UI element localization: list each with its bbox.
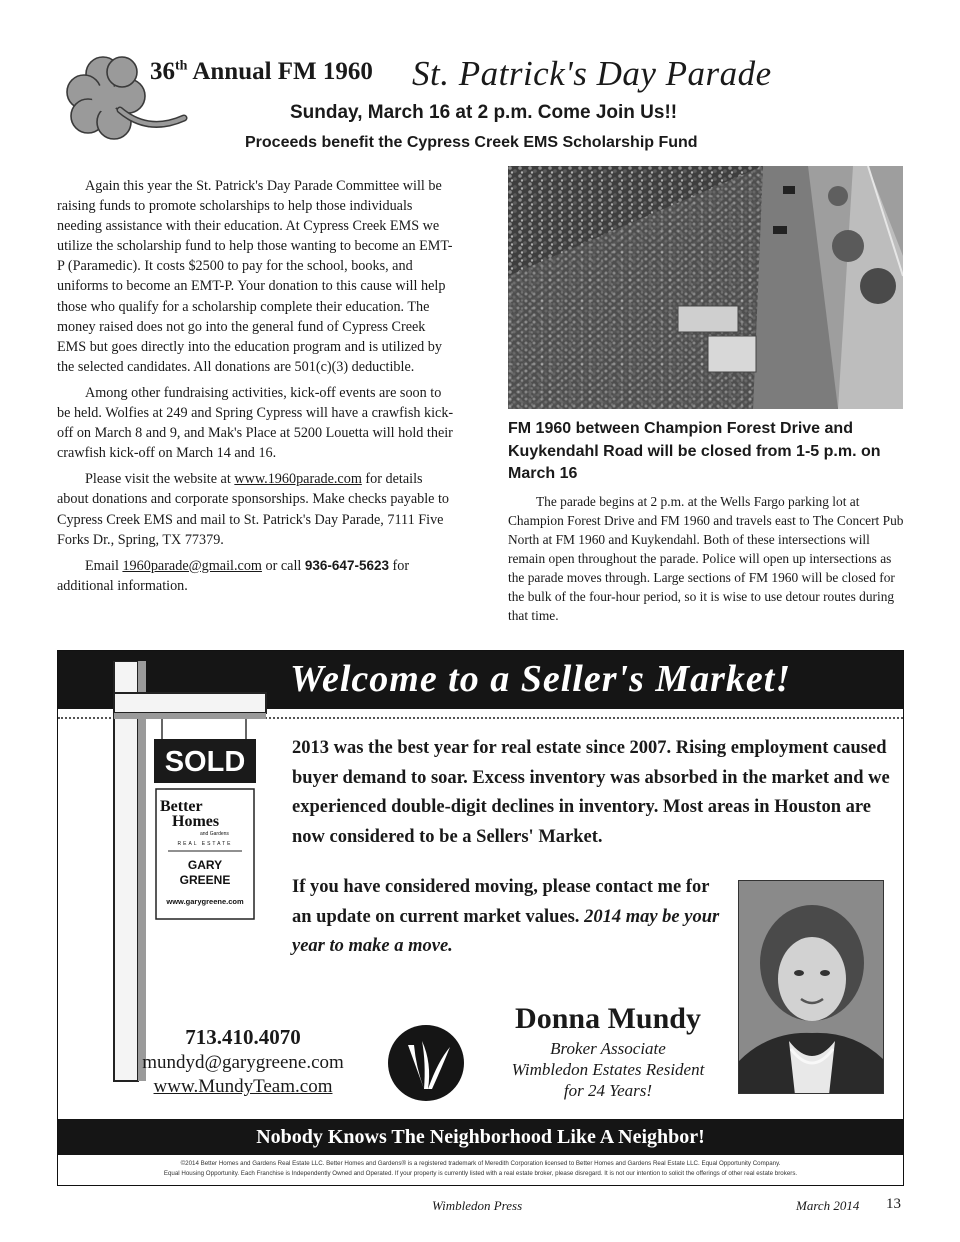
issue-date: March 2014 bbox=[796, 1198, 860, 1213]
agent-title: Broker Associate Wimbledon Estates Resident for 24 Years! bbox=[511, 1039, 705, 1100]
page-number: 13 bbox=[886, 1196, 901, 1212]
paragraph: Email 1960parade@gmail.com or call 936-647-5623 for additional information. bbox=[57, 557, 410, 594]
ad-tagline: Nobody Knows The Neighborhood Like A Neighbor! bbox=[256, 1126, 705, 1148]
parade-route-text: The parade begins at 2 p.m. at the Wells Fargo parking lot at Champion Forest Drive and FM 1960 and travels east to The Concert Pub North at FM 1960 and Kuykendahl. Both of these intersections will remain open throughout the parade. Police will open up intersections as the parade moves through. Large sections of FM 1960 will be closed for the bulk of the four-hour period, so it is wise to use detour routes during that time. bbox=[508, 494, 904, 623]
article-left-column bbox=[57, 176, 455, 602]
ad-headline: Welcome to a Seller's Market! bbox=[290, 658, 792, 700]
proceeds-line: Proceeds benefit the Cypress Creek EMS Scholarship Fund bbox=[245, 134, 698, 151]
contact-phone: 936-647-5623 bbox=[304, 557, 389, 573]
agent-phone: 713.410.4070 bbox=[185, 1025, 301, 1049]
svg-text:www.garygreene.com: www.garygreene.com bbox=[166, 897, 244, 906]
agent-website-link[interactable]: www.MundyTeam.com bbox=[153, 1076, 333, 1097]
agent-portrait bbox=[738, 880, 884, 1094]
sold-label: SOLD bbox=[164, 746, 246, 778]
title-annual: 36th Annual FM 1960 bbox=[150, 58, 373, 85]
svg-text:Better: Better bbox=[160, 798, 203, 815]
publication-name: Wimbledon Press bbox=[432, 1198, 523, 1213]
event-date: Sunday, March 16 at 2 p.m. Come Join Us!! bbox=[290, 102, 678, 123]
svg-text:and Gardens: and Gardens bbox=[200, 831, 229, 837]
svg-text:REAL ESTATE: REAL ESTATE bbox=[177, 841, 233, 847]
contact-prompt: If you have considered moving, please contact me for an update on current market values. 2014 may be your year to make a move. bbox=[292, 877, 720, 956]
agent-contact bbox=[98, 1023, 388, 1099]
parade-photo bbox=[508, 166, 903, 409]
agent-name: Donna Mundy bbox=[515, 1002, 701, 1035]
parade-email-link[interactable]: 1960parade@gmail.com bbox=[122, 557, 262, 574]
paragraph: Again this year the St. Patrick's Day Parade Committee will be raising funds to promote scholarships to help those individuals needing assistance with their education. At Cypress Creek EMS we utilize the scholarship fund to help those wanting to become an EMT-P (Paramedic). It costs $2500 to pay for the school, books, and uniforms to become an EMT-P. Your donation to this cause will help those who qualify for a scholarship complete their education. The money raised does not go into the general fund of Cypress Creek EMS but goes directly into the education program and is utilized by the selected candidates. All donations are 501(c)(3) deductible. bbox=[57, 178, 453, 375]
parade-website-link[interactable]: www.1960parade.com bbox=[234, 471, 362, 488]
market-paragraph: 2013 was the best year for real estate since 2007. Rising employment caused buyer demand to soar. Excess inventory was absorbed in the market and we experienced double-digit declines in inventory. Most areas in Houston are now considered to be a Sellers' Market. bbox=[292, 738, 890, 847]
paragraph: Please visit the website at www.1960parade.com for details about donations and corporate sponsorships. Make checks payable to Cypress Creek EMS and mail to St. Patrick's Day Parade, 7111 Five Forks Dr., Spring, TX 77379. bbox=[57, 471, 450, 548]
title-parade: St. Patrick's Day Parade bbox=[412, 54, 772, 93]
svg-text:Homes: Homes bbox=[172, 813, 220, 830]
road-closure-caption: FM 1960 between Champion Forest Drive and Kuykendahl Road will be closed from 1-5 p.m. on March 16 bbox=[508, 420, 881, 482]
grass-logo-icon bbox=[386, 1023, 466, 1103]
svg-text:GREENE: GREENE bbox=[179, 873, 231, 887]
paragraph: Among other fundraising activities, kick-off events are soon to be held. Wolfies at 249 and Spring Cypress will have a crawfish kick-off on March 8 and 9, and Mak's Place at 5200 Louetta will hold their crawfish kick-off on March 14 and 16. bbox=[57, 384, 454, 462]
ad-fine-print: ©2014 Better Homes and Gardens Real Estate LLC. Better Homes and Gardens® is a registered trademark of Meredith Corporation licensed to Better Homes and Gardens Real Estate LLC. Equal Opportunity Company. Equal Housing Opportunity. Each Franchise is Independently Owned and Operated. If your property is currently listed with a real estate broker, please disregard. It is not our intention to solicit the offerings of other real estate brokers. bbox=[163, 1160, 798, 1177]
svg-text:GARY: GARY bbox=[187, 858, 223, 872]
real-estate-ad bbox=[57, 650, 904, 1186]
agent-email[interactable]: mundyd@garygreene.com bbox=[142, 1052, 344, 1073]
